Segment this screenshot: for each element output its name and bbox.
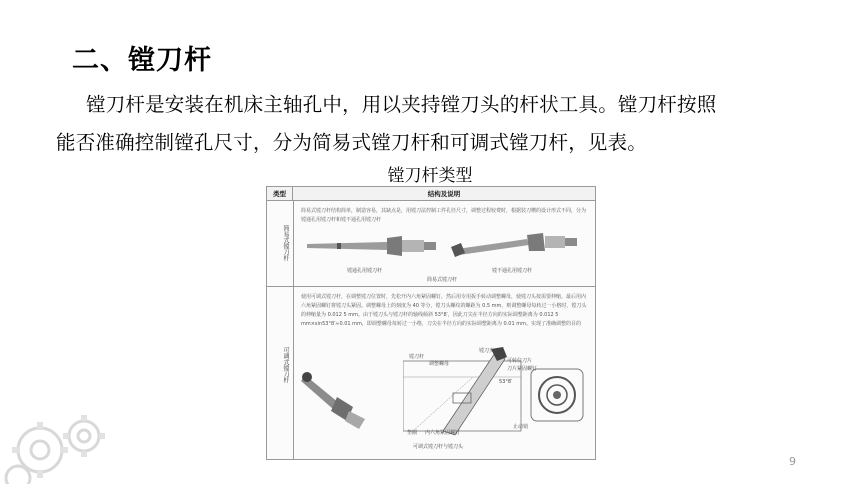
label-adjusting-nut: 调整螺母 xyxy=(429,361,450,367)
paragraph-line-1: 镗刀杆是安装在机床主轴孔中，用以夹持镗刀头的杆状工具。镗刀杆按照 xyxy=(86,93,717,116)
label-stop-pin: 止动销 xyxy=(513,424,529,430)
figure-divider-vertical xyxy=(293,201,294,459)
through-hole-boring-bar-image xyxy=(307,232,437,260)
blind-hole-boring-bar-image xyxy=(451,225,581,261)
label-boring-bar: 镗刀杆 xyxy=(409,354,425,360)
slide-heading: 二、镗刀杆 xyxy=(72,45,212,76)
gears-decoration-icon xyxy=(0,400,120,484)
row1-description: 简易式镗刀杆结构简单，制造容易，其缺点是，用镗刀法控制工件孔径尺寸，调整过程较费时，根据装刀槽的设计形式不同，分为镗通孔用镗刀杆和镗不通孔用镗刀杆 xyxy=(301,208,587,223)
header-type: 类型 xyxy=(267,187,293,201)
page-number: 9 xyxy=(789,455,796,468)
label-indexable-insert: 可转位刀片 xyxy=(507,358,533,364)
row1-type-label: 简易式镗刀杆 xyxy=(282,225,289,261)
boring-bar-table-figure xyxy=(266,186,596,460)
label-hex-screw: 内六角紧固螺钉 xyxy=(425,430,461,436)
row1-caption: 简易式镗刀杆 xyxy=(427,277,458,283)
figure-divider-horizontal xyxy=(267,286,595,287)
label-angle: 53°8′ xyxy=(499,379,513,385)
adjustable-boring-bar-image xyxy=(301,367,371,429)
label-boring-head: 镗刀头 xyxy=(479,348,495,354)
body-paragraph xyxy=(56,86,816,162)
label-washer: 垫圈 xyxy=(407,430,418,436)
adjustable-boring-head-section-image xyxy=(403,347,523,439)
row2-type-label: 可调式镗刀杆 xyxy=(282,347,289,383)
row1-sub-label-1: 镗通孔用镗刀杆 xyxy=(347,268,383,274)
row1-sub-label-2: 镗不通孔用镗刀杆 xyxy=(492,268,533,274)
row2-description: 使用可调式镗刀杆，在调整镗刀位置时，先松开内六角紧固螺钉，然后用专用扳手转动调整螺母，使镗刀头按需要伸缩。最后用内六角紧固螺钉将镗刀头紧固。调整螺母上的刻度为 40 等分，镗刀头螺纹的螺距为 0.5 mm，则调整螺母每转过一小格时，镗刀头的伸缩量为 0.012 5 mm。由于镗刀头与镗刀杆的轴线倾斜 53°8′，因此刀尖在半径方向的实际调整距离为 0.012 5 mm×sin53°8′≈0.01 mm，即调整螺母每转过一小格，刀尖在半径方向的实际调整距离为 0.01 mm。实现了准确调整的目的 xyxy=(301,294,587,327)
table-caption: 镗刀杆类型 xyxy=(387,166,473,186)
paragraph-line-2: 能否准确控制镗孔尺寸，分为简易式镗刀杆和可调式镗刀杆，见表。 xyxy=(56,131,648,154)
header-structure: 结构及说明 xyxy=(427,190,461,198)
adjusting-nut-dial-image xyxy=(529,367,585,423)
figure-header xyxy=(267,187,595,201)
label-insert-screw: 刀片紧固螺钉 xyxy=(507,366,538,372)
row2-caption: 可调式镗刀杆与镗刀头 xyxy=(413,444,464,450)
